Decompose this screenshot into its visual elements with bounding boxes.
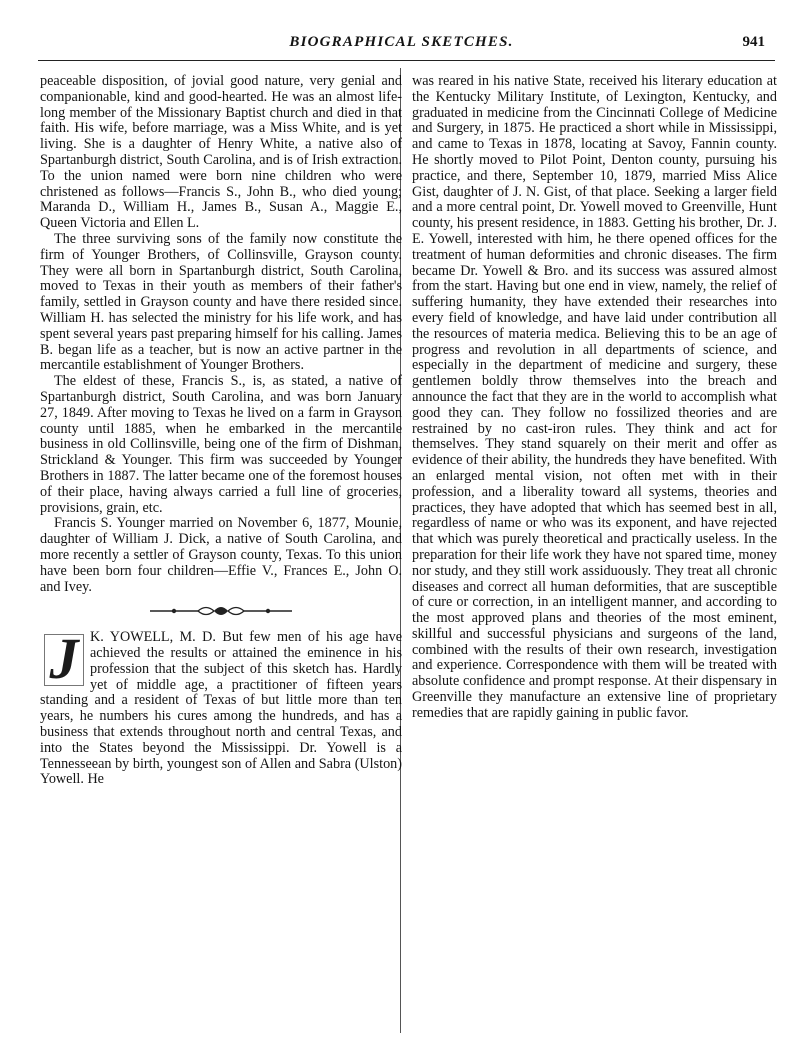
paragraph-yowell-continued: was reared in his native State, received his literary education at the Kentucky Military Institute, of Lexington, Kentucky, and graduated in medicine from the Cincinnati College of Medicine and Surgery, in 1875. He practiced a short while in Mississippi, and came to Texas in 1878, locating at Savoy, Fannin county. He shortly moved to Pilot Point, Denton county, pursuing his practice, and there, September 10, 1879, married Miss Alice Gist, daughter of J. N. Gist, of that place. Seeking a larger field and a more central point, Dr. Yowell moved to Greenville, Hunt county, his present residence, in 1883. Getting his brother, Dr. J. E. Yowell, interested with him, he there opened offices for the treatment of human deformities and chronic diseases. The firm became Dr. Yowell & Bro. and its success was assured almost from the start. Having but one end in view, namely, the relief of suffering humanity, they have extended their researches into every field of knowledge, and have laid under contribution all the resources of materia medica. Believing this to be an age of progress and revolution in all departments of science, and especially in the department of medicine and surgery, these gentlemen boldly throw themselves into the breach and announce the fact that they are in the world to accomplish what good they can. They follow no fossilized theories and are restrained by no cast-iron rules. They think and act for themselves. They stand squarely on their merit and offer as evidence of their ability, the hundreds they have benefited. With an enlarged mental vision, not often met with in their profession, and a liberality toward all systems, theories and practices, they have adopted that which has seemed best in all, regardless of name or who was its exponent, and have rejected that which was purely theoretical and practically useless. In the preparation for their life work they have not spared time, money nor study, and they still work assiduously. They treat all chronic diseases and correct all human deformities, that are susceptible of cure or correction, in an intelligent manner, and according to the most approved plans and theories of the most eminent, skillful and successful physicians and surgeons of the land, combined with the results of their own research, investigation and experience. Correspondence with them will be treated with absolute confidence and prompt response. At their dispensary in Greenville they manufacture an extensive line of proprietary remedies that are rapidly gaining in public favor. xyxy=(412,73,777,721)
section-ornament-icon xyxy=(146,604,296,618)
running-header xyxy=(0,34,803,56)
left-column xyxy=(40,74,402,788)
paragraph-younger-brothers: The three surviving sons of the family now constitute the firm of Younger Brothers, of Collinsville, Grayson county. They were all born in Spartanburgh district, South Carolina, moved to Texas in their youth as members of their father's family, settled in Grayson county and have there resided since. William H. has selected the ministry for his life work, and has spent several years past preparing himself for his calling. James B. began life as a teacher, but is now an active partner in the mercantile establishment of Younger Brothers. xyxy=(40,230,402,374)
sketch-yowell xyxy=(40,626,402,788)
sketch-yowell-text: K. YOWELL, M. D. But few men of his age have achieved the results or attained the eminence in his profession that the subject of this sketch has. Hardly yet of middle age, a practitioner of fifteen years standing and a resident of Texas of but little more than ten years, he numbers his cures among the hundreds, and has a business that extends throughout north and central Texas, and into the States beyond the Mississippi. Dr. Yowell is a Tennesseean by birth, youngest son of Allen and Sabra (Ulston) Yowell. He xyxy=(40,629,402,788)
page-number: 941 xyxy=(742,34,765,50)
header-rule xyxy=(38,60,775,61)
paragraph-francis-younger: The eldest of these, Francis S., is, as stated, a native of Spartanburgh district, South Carolina, and was born January 27, 1849. After moving to Texas he lived on a farm in Grayson county until 1885, when he embarked in the mercantile business in old Collinsville, being one of the firm of Dishman, Strickland & Younger. This firm was succeeded by Younger Brothers in 1887. The latter became one of the foremost houses of their place, having always carried a full line of groceries, provisions, grain, etc. xyxy=(40,373,402,516)
running-title: BIOGRAPHICAL SKETCHES. xyxy=(289,34,514,50)
paragraph-marriage: Francis S. Younger married on November 6, 1877, Mounie, daughter of William J. Dick, a native of South Carolina, and more recently a settler of Grayson county, Texas. To this union have been born four children—Effie V., Frances E., John O. and Ivey. xyxy=(40,515,402,595)
drop-cap-initial: J xyxy=(44,634,84,686)
paragraph-continued: peaceable disposition, of jovial good nature, very genial and companionable, kind and good-hearted. He was an almost life-long member of the Missionary Baptist church and died in that faith. His wife, before marriage, was a Miss White, and is yet living. She is a daughter of Henry White, a native also of Spartanburgh district, South Carolina, and is of Irish extraction. To the union named were born nine children who were christened as follows—Francis S., John B., who died young; Maranda D., William H., James B., Susan A., Maggie E., Queen Victoria and Ellen L. xyxy=(40,73,402,232)
right-column xyxy=(412,74,777,722)
